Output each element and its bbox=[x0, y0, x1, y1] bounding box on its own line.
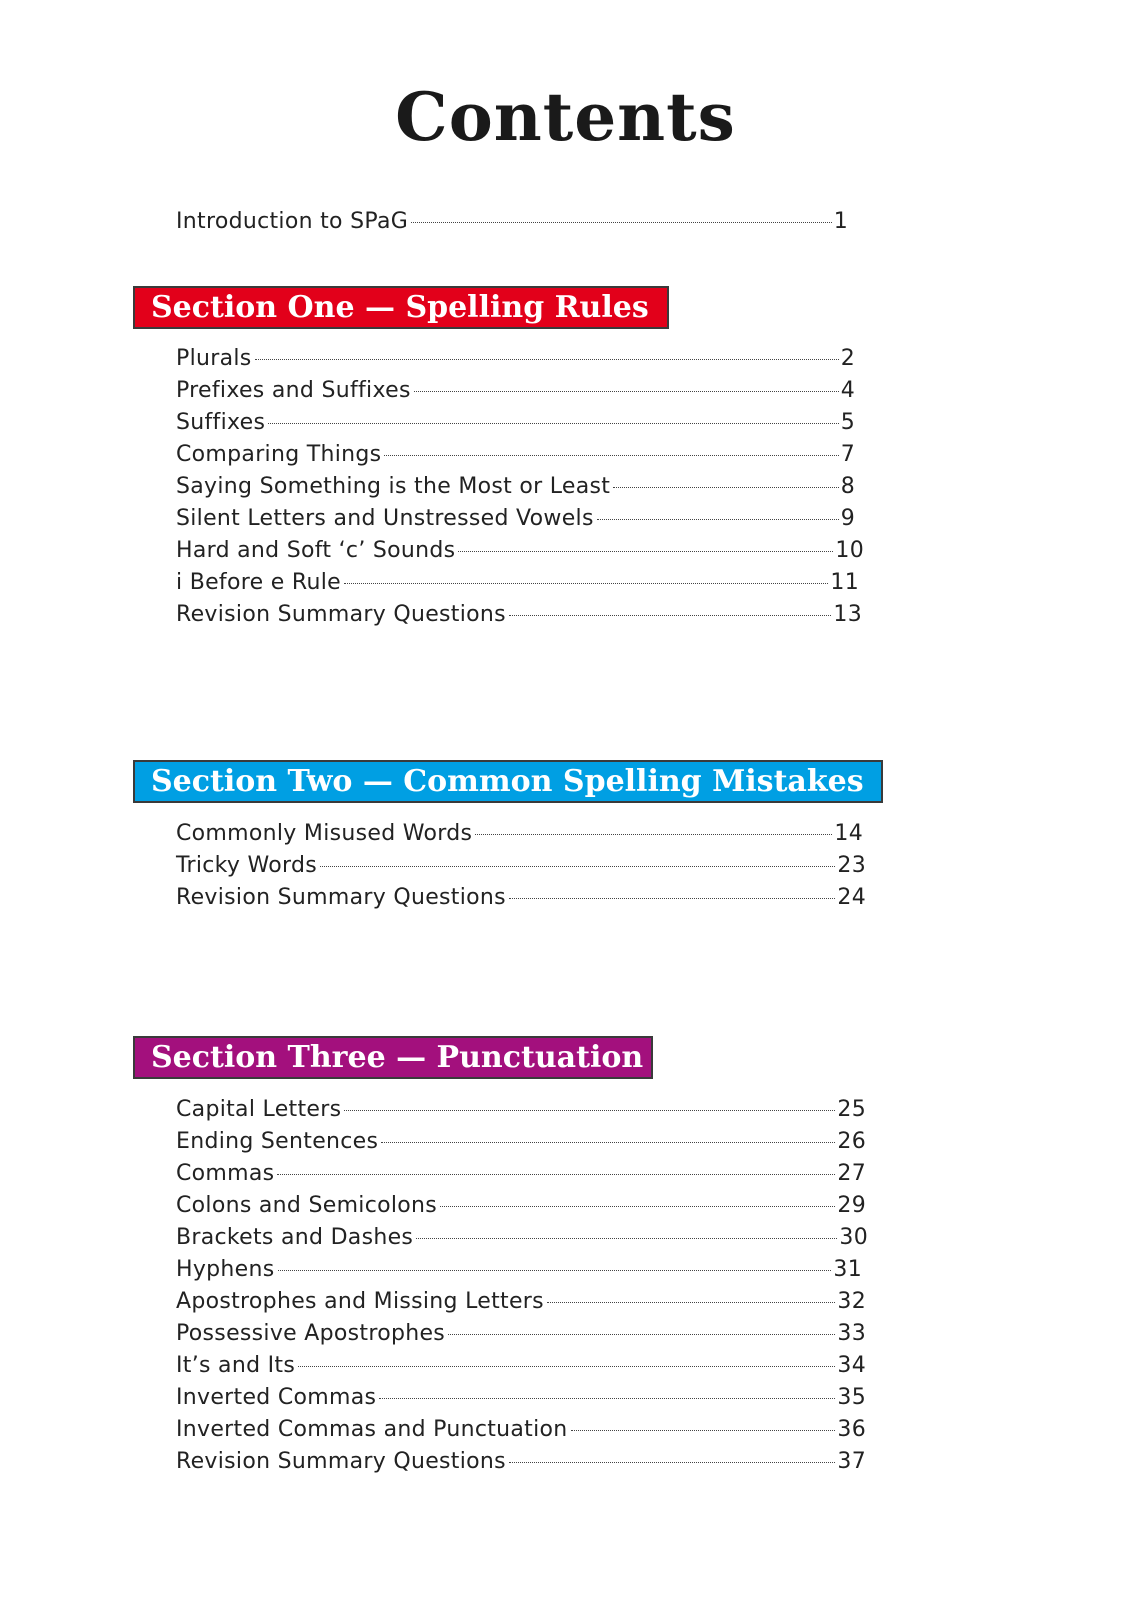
toc-entry-label: Ending Sentences bbox=[176, 1129, 379, 1154]
toc-entry-page: 30 bbox=[839, 1225, 868, 1250]
toc-entry-label: Comparing Things bbox=[176, 442, 382, 467]
section-three-heading: Section Three — Punctuation bbox=[133, 1036, 653, 1079]
toc-entry-label: Suffixes bbox=[176, 410, 266, 435]
toc-entry-page: 2 bbox=[840, 346, 855, 371]
toc-entry-page: 35 bbox=[837, 1385, 866, 1410]
toc-entry[interactable] bbox=[176, 439, 855, 470]
dot-leader bbox=[416, 1238, 837, 1239]
dot-leader bbox=[381, 1142, 835, 1143]
dot-leader bbox=[547, 1302, 835, 1303]
toc-entry-label: Saying Something is the Most or Least bbox=[176, 474, 611, 499]
toc-entry-label: Prefixes and Suffixes bbox=[176, 378, 411, 403]
toc-entry-label: Brackets and Dashes bbox=[176, 1225, 414, 1250]
toc-entry-label: Revision Summary Questions bbox=[176, 1449, 506, 1474]
toc-entry-page: 23 bbox=[837, 853, 866, 878]
toc-entry-label: Tricky Words bbox=[176, 853, 318, 878]
section-two-heading: Section Two — Common Spelling Mistakes bbox=[133, 760, 883, 803]
toc-entry[interactable] bbox=[176, 850, 866, 881]
toc-entry-page: 10 bbox=[835, 538, 864, 563]
dot-leader bbox=[344, 583, 828, 584]
toc-entry-page: 31 bbox=[833, 1257, 862, 1282]
toc-entry-page: 36 bbox=[837, 1417, 866, 1442]
toc-entry[interactable] bbox=[176, 882, 866, 913]
dot-leader bbox=[597, 519, 839, 520]
toc-entry[interactable] bbox=[176, 1318, 866, 1349]
toc-entry[interactable] bbox=[176, 1126, 866, 1157]
toc-entry[interactable] bbox=[176, 1414, 866, 1445]
toc-entry[interactable] bbox=[176, 1158, 866, 1189]
toc-entry[interactable] bbox=[176, 471, 855, 502]
toc-entry-page: 5 bbox=[840, 410, 855, 435]
toc-entry-page: 4 bbox=[840, 378, 855, 403]
toc-entry[interactable] bbox=[176, 1222, 868, 1253]
toc-entry-label: Commas bbox=[176, 1161, 275, 1186]
section-one-heading: Section One — Spelling Rules bbox=[133, 286, 669, 329]
toc-entry[interactable] bbox=[176, 503, 855, 534]
toc-entry-page: 8 bbox=[840, 474, 855, 499]
toc-entry-label: Hard and Soft ‘c’ Sounds bbox=[176, 538, 456, 563]
toc-entry-label: It’s and Its bbox=[176, 1353, 296, 1378]
dot-leader bbox=[320, 866, 835, 867]
dot-leader bbox=[448, 1334, 835, 1335]
dot-leader bbox=[379, 1398, 835, 1399]
toc-entry[interactable] bbox=[176, 1254, 862, 1285]
toc-entry-label: Plurals bbox=[176, 346, 252, 371]
toc-entry-label: Colons and Semicolons bbox=[176, 1193, 438, 1218]
toc-entry[interactable] bbox=[176, 1094, 866, 1125]
toc-entry[interactable] bbox=[176, 1190, 866, 1221]
dot-leader bbox=[255, 359, 839, 360]
toc-entry-page: 1 bbox=[833, 209, 848, 234]
toc-entry-label: Apostrophes and Missing Letters bbox=[176, 1289, 544, 1314]
toc-entry-page: 32 bbox=[837, 1289, 866, 1314]
toc-entry-page: 14 bbox=[834, 821, 863, 846]
toc-entry[interactable] bbox=[176, 1382, 866, 1413]
toc-entry-label: i Before e Rule bbox=[176, 570, 341, 595]
dot-leader bbox=[458, 551, 833, 552]
toc-entry-label: Commonly Misused Words bbox=[176, 821, 473, 846]
toc-entry-label: Inverted Commas and Punctuation bbox=[176, 1417, 568, 1442]
dot-leader bbox=[411, 222, 832, 223]
dot-leader bbox=[414, 391, 839, 392]
toc-entry[interactable] bbox=[176, 375, 855, 406]
toc-entry[interactable] bbox=[176, 1286, 866, 1317]
dot-leader bbox=[278, 1270, 832, 1271]
toc-entry-label: Silent Letters and Unstressed Vowels bbox=[176, 506, 594, 531]
dot-leader bbox=[509, 1462, 835, 1463]
toc-entry-label: Possessive Apostrophes bbox=[176, 1321, 446, 1346]
toc-entry-intro[interactable] bbox=[176, 206, 848, 237]
dot-leader bbox=[298, 1366, 835, 1367]
toc-entry-page: 34 bbox=[837, 1353, 866, 1378]
dot-leader bbox=[277, 1174, 835, 1175]
dot-leader bbox=[268, 423, 838, 424]
toc-entry-page: 33 bbox=[837, 1321, 866, 1346]
toc-entry-page: 37 bbox=[837, 1449, 866, 1474]
toc-entry-label: Hyphens bbox=[176, 1257, 275, 1282]
toc-entry-page: 27 bbox=[837, 1161, 866, 1186]
toc-entry[interactable] bbox=[176, 1350, 866, 1381]
page-title: Contents bbox=[395, 78, 736, 156]
toc-entry-page: 9 bbox=[840, 506, 855, 531]
toc-entry-label: Revision Summary Questions bbox=[176, 602, 506, 627]
toc-entry-page: 11 bbox=[830, 570, 859, 595]
toc-entry-page: 13 bbox=[833, 602, 862, 627]
dot-leader bbox=[344, 1110, 835, 1111]
dot-leader bbox=[384, 455, 838, 456]
toc-entry-label: Introduction to SPaG bbox=[176, 209, 409, 234]
dot-leader bbox=[440, 1206, 835, 1207]
dot-leader bbox=[509, 615, 831, 616]
toc-entry-page: 29 bbox=[837, 1193, 866, 1218]
toc-entry-label: Inverted Commas bbox=[176, 1385, 377, 1410]
toc-entry[interactable] bbox=[176, 818, 863, 849]
dot-leader bbox=[509, 898, 835, 899]
toc-entry-page: 24 bbox=[837, 885, 866, 910]
toc-entry-label: Capital Letters bbox=[176, 1097, 342, 1122]
toc-entry-page: 26 bbox=[837, 1129, 866, 1154]
toc-entry[interactable] bbox=[176, 343, 855, 374]
toc-entry-page: 7 bbox=[840, 442, 855, 467]
dot-leader bbox=[613, 487, 838, 488]
toc-entry-label: Revision Summary Questions bbox=[176, 885, 506, 910]
toc-entry[interactable] bbox=[176, 599, 862, 630]
toc-entry[interactable] bbox=[176, 567, 859, 598]
toc-entry-page: 25 bbox=[837, 1097, 866, 1122]
toc-entry[interactable] bbox=[176, 535, 864, 566]
dot-leader bbox=[475, 834, 832, 835]
toc-entry[interactable] bbox=[176, 1446, 866, 1477]
toc-entry[interactable] bbox=[176, 407, 855, 438]
dot-leader bbox=[571, 1430, 836, 1431]
